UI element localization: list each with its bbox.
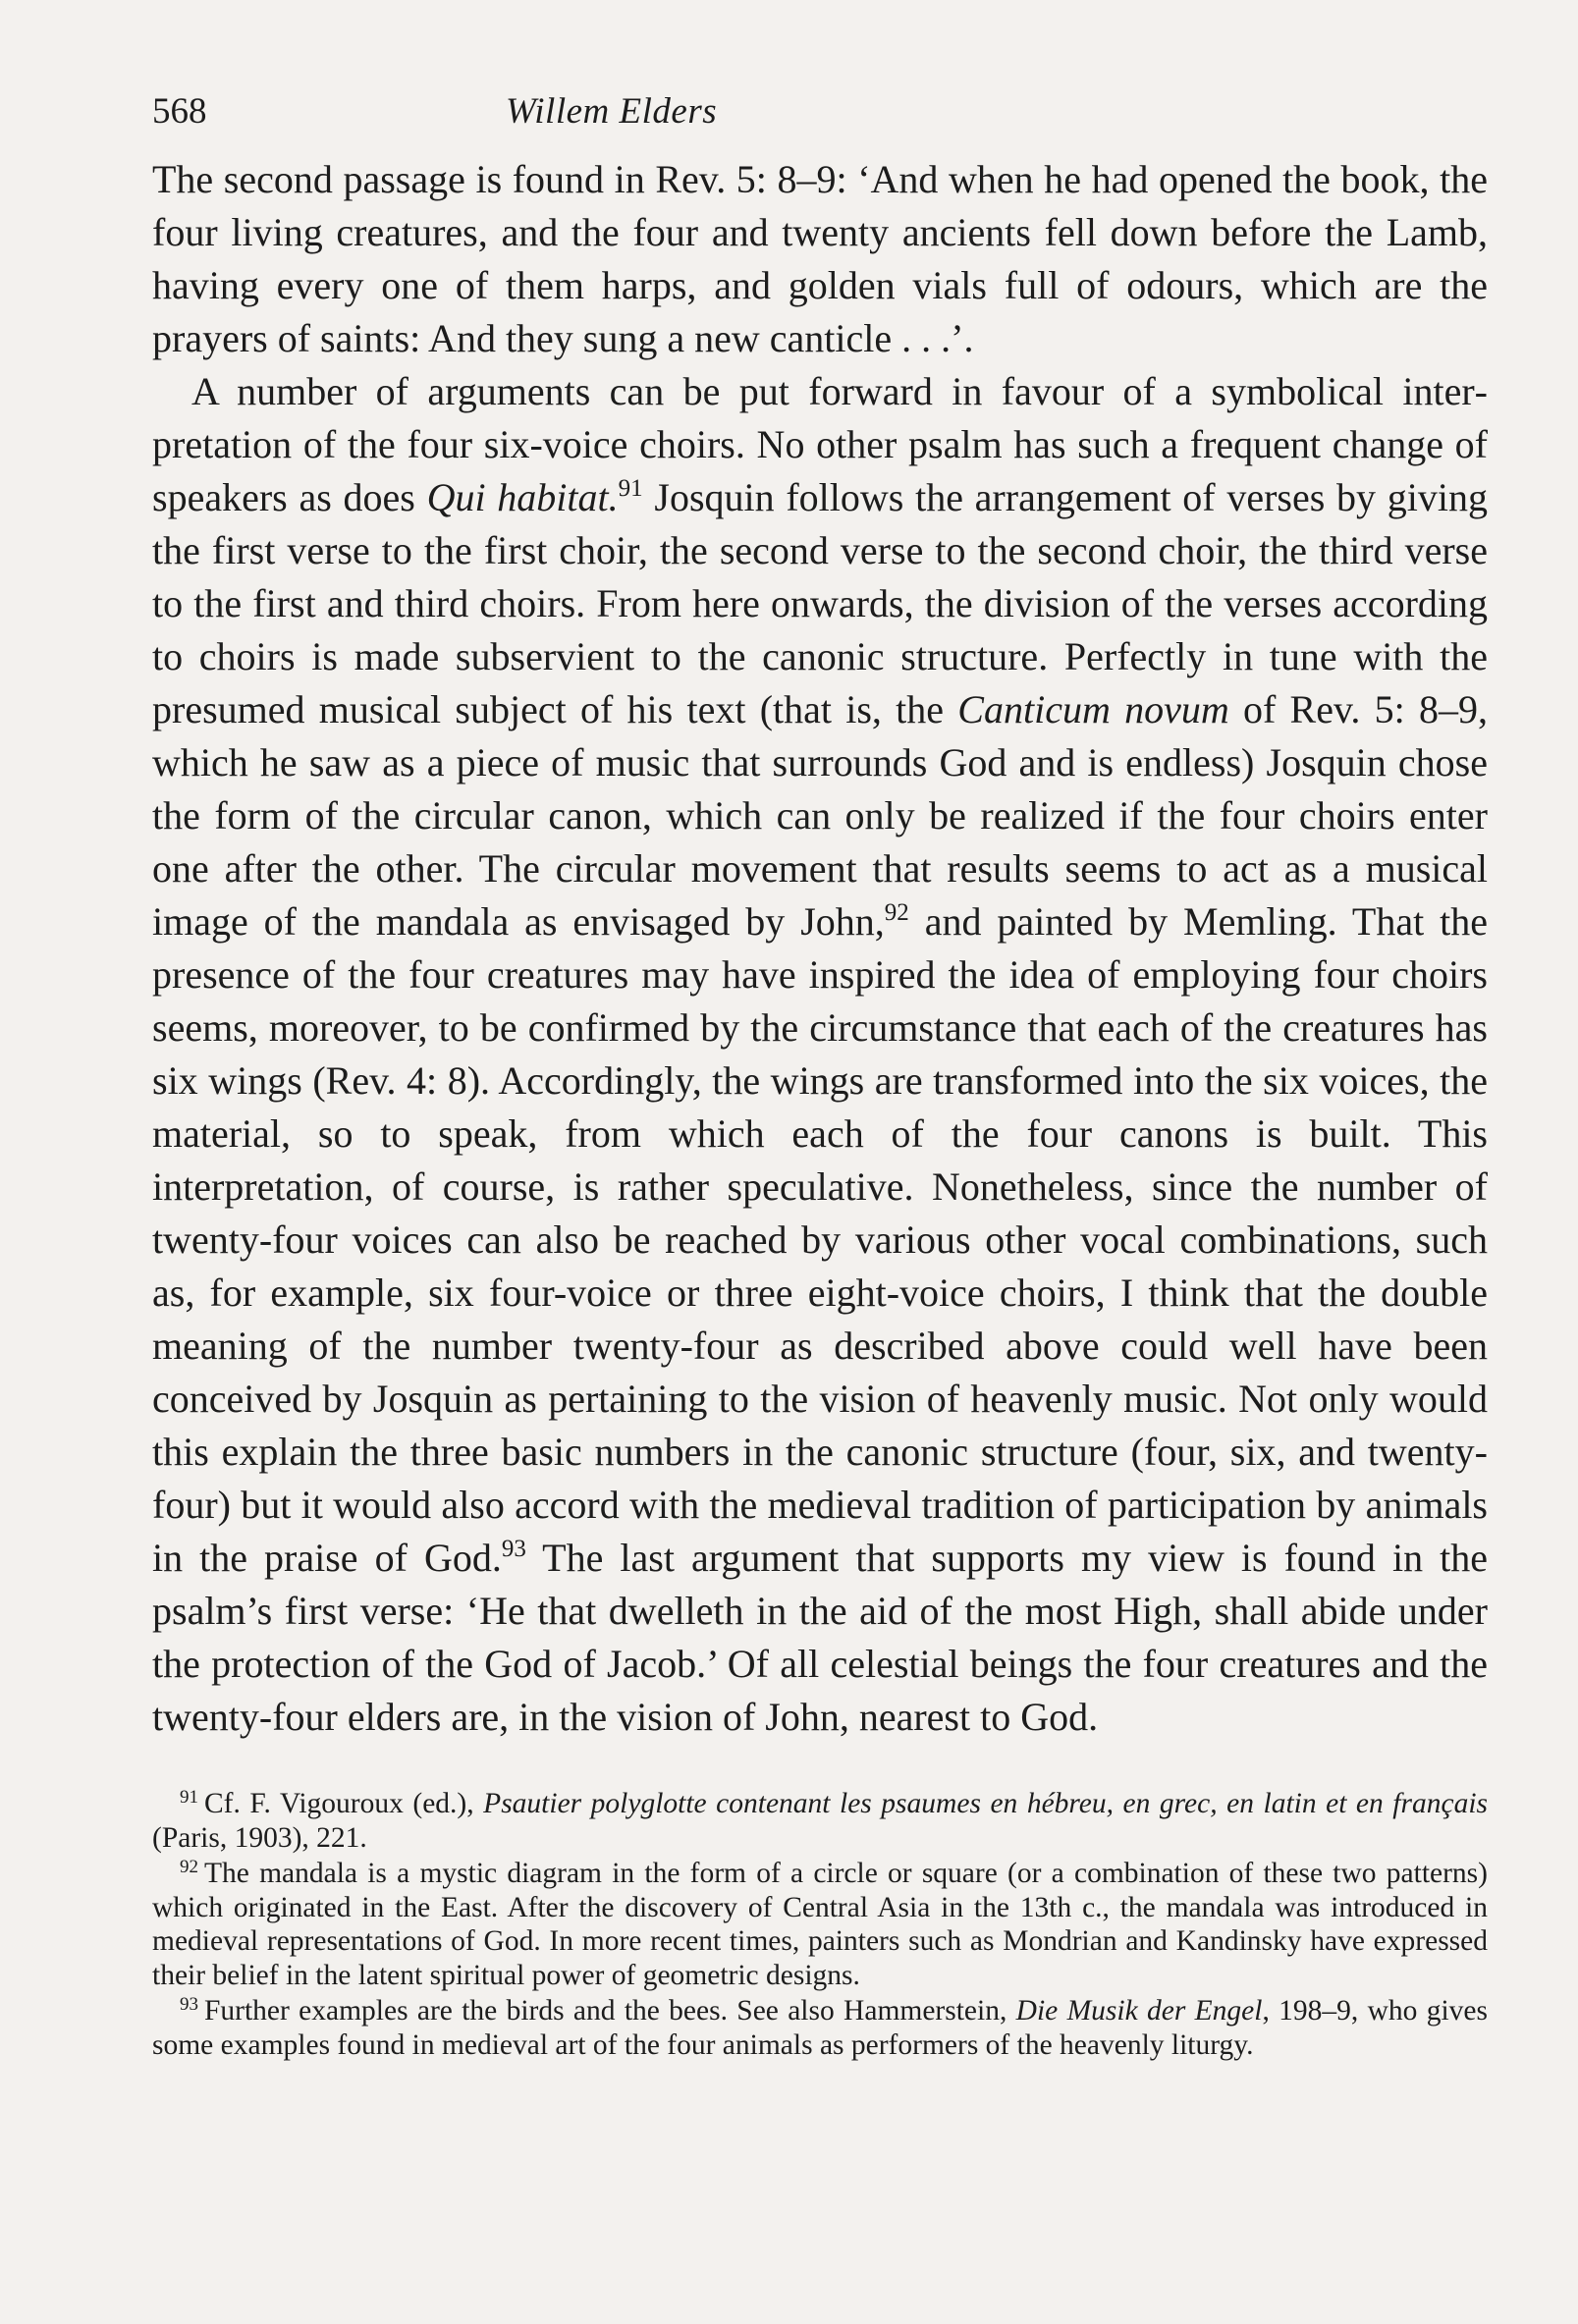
paragraph-2-part-c: of Rev. 5: 8–9, which he saw as a piece of music that surrounds God and is endless) Josquin chose the form of the circular canon, which can only be realized if the four choirs enter one after the other. The circular movement that results seems to act as a musical image of the mandala as envisaged by John, bbox=[152, 687, 1488, 944]
footnote-text: , 198–9, who gives some examples found in medieval art of the four animals as performers of the heavenly liturgy. bbox=[152, 1995, 1489, 2061]
footnote-text: (Paris, 1903), 221. bbox=[152, 1821, 367, 1854]
paragraph-2-part-a: A number of arguments can be put forward in favour of a symbolical interpretation of the four six-voice choirs. No other psalm has such a frequent change of speakers as does bbox=[152, 369, 1488, 519]
paragraph-2-part-e: The last argument that supports my view is found in the psalm’s first verse: ‘He that dwelleth in the aid of the most High, shall abide under the protection of the God of Jacob.’ Of all celestial beings the four creatures and the twenty-four elders are, in the vision of John, nearest to God. bbox=[152, 1536, 1488, 1739]
paragraph-1: The second passage is found in Rev. 5: 8–9: ‘And when he had opened the book, the four living creatures, and the four and twenty ancients fell down before the Lamb, having every one of them harps, and golden vials full of odours, which are the prayers of saints: And they sung a new canticle . . .’. bbox=[152, 157, 1488, 360]
title-qui-habitat: Qui habitat. bbox=[426, 475, 619, 519]
footnote-number: 93 bbox=[180, 1994, 198, 2015]
paragraph-2-part-b: Josquin follows the arrangement of verses by giving the first verse to the first choir, the second verse to the second choir, the third verse to the first and third choirs. From here onwards, the division of the verses according to choirs is made subservient to the canonic structure. Perfectly in tune with the presumed musical subject of his text (that is, the bbox=[152, 475, 1488, 731]
footnote-91 bbox=[152, 1787, 1488, 1855]
footnote-number: 91 bbox=[180, 1787, 198, 1808]
footnote-text: The mandala is a mystic diagram in the form of a circle or square (or a combination of these two patterns) which originated in the East. After the discovery of Central Asia in the 13th c., the mandala was introduced in medieval representations of God. In more recent times, painters such as Mondrian and Kandinsky have expressed their belief in the latent spiritual power of geometric designs. bbox=[152, 1858, 1488, 1991]
paragraph-2 bbox=[152, 365, 1488, 1744]
running-head bbox=[152, 90, 1488, 139]
footnote-number: 92 bbox=[180, 1857, 198, 1877]
footnotes bbox=[152, 1787, 1488, 2062]
footnote-93 bbox=[152, 1994, 1488, 2062]
page-number: 568 bbox=[152, 91, 207, 132]
title-canticum-novum: Canticum novum bbox=[957, 687, 1229, 731]
main-text bbox=[152, 153, 1488, 1744]
footnote-title: Psautier polyglotte contenant les psaumes en hébreu, en grec, en latin et en français bbox=[483, 1788, 1488, 1819]
paragraph-2-part-d: and painted by Memling. That the presence of the four creatures may have inspired the idea of employing four choirs seems, moreover, to be confirmed by the circumstance that each of the creatures has six wings (Rev. 4: 8). Accordingly, the wings are transformed into the six voices, the material, so to speak, from which each of the four canons is built. This interpretation, of course, is rather speculative. Nonetheless, since the number of twenty-four voices can also be reached by various other vocal combinations, such as, for example, six four-voice or three eight-voice choirs, I think that the double meaning of the number twenty-four as described above could well have been conceived by Josquin as pertaining to the vision of heavenly music. Not only would this explain the three basic numbers in the canonic structure (four, six, and twenty-four) but it would also accord with the medieval tradition of participation by animals in the praise of God. bbox=[152, 899, 1489, 1580]
footnote-text: Cf. F. Vigouroux (ed.), bbox=[204, 1788, 484, 1819]
footnote-ref-91[interactable]: 91 bbox=[618, 475, 643, 502]
footnote-text: Further examples are the birds and the bees. See also Hammerstein, bbox=[204, 1995, 1016, 2027]
footnote-title: Die Musik der Engel bbox=[1015, 1995, 1263, 2027]
footnote-ref-93[interactable]: 93 bbox=[501, 1536, 526, 1562]
footnote-92 bbox=[152, 1857, 1488, 1992]
book-page bbox=[152, 90, 1488, 2064]
running-head-author: Willem Elders bbox=[506, 91, 718, 132]
footnote-ref-92[interactable]: 92 bbox=[884, 899, 909, 926]
